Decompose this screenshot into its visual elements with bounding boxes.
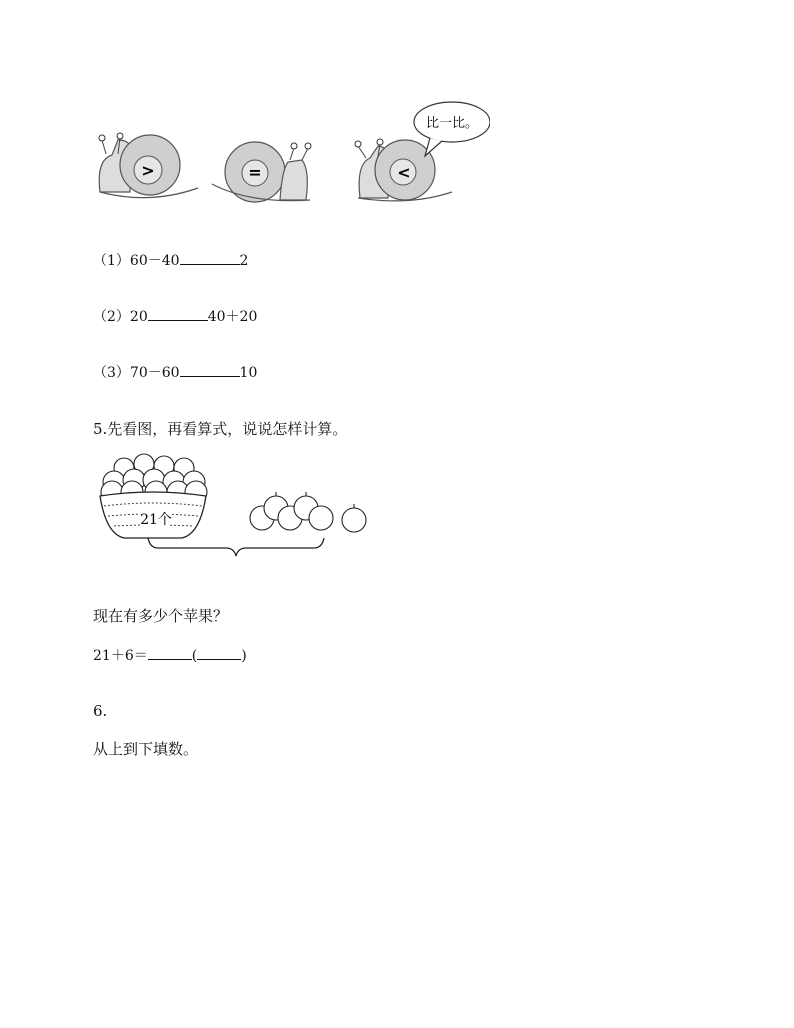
compare-item-3-left: （3）70－60 xyxy=(93,365,180,381)
paren-open: ( xyxy=(191,648,198,664)
unit-answer-blank[interactable] xyxy=(197,645,241,660)
apples-illustration xyxy=(96,452,376,562)
answer-blank-1[interactable] xyxy=(180,250,240,265)
basket-label: 21个 xyxy=(140,512,172,528)
speech-bubble-text: 比一比。 xyxy=(425,116,479,131)
snail-symbol-3: < xyxy=(397,163,411,182)
brace xyxy=(148,538,324,556)
loose-apples xyxy=(250,492,366,532)
compare-item-1-right: 2 xyxy=(239,253,249,269)
compare-item-3 xyxy=(93,362,257,382)
snail-symbol-1: > xyxy=(141,161,155,180)
answer-blank-3[interactable] xyxy=(180,362,240,377)
paren-close: ) xyxy=(241,648,247,664)
answer-blank-2[interactable] xyxy=(148,306,208,321)
question-6-instruction: 从上到下填数。 xyxy=(93,740,199,758)
compare-item-1-left: （1）60－40 xyxy=(93,253,180,269)
question-5-prompt: 现在有多少个苹果？ xyxy=(93,607,229,625)
snail-symbol-2: = xyxy=(248,163,262,182)
snail-illustration xyxy=(90,100,490,210)
compare-item-2-right: 40＋20 xyxy=(207,309,258,325)
equation-answer-blank[interactable] xyxy=(148,645,192,660)
equation-row xyxy=(93,645,247,665)
compare-item-2 xyxy=(93,306,257,326)
compare-item-2-left: （2）20 xyxy=(93,309,148,325)
compare-item-3-right: 10 xyxy=(239,365,258,381)
question-5-title: 5.先看图，再看算式，说说怎样计算。 xyxy=(93,420,348,438)
question-6-number: 6. xyxy=(93,702,108,720)
equation-prefix: 21＋6＝ xyxy=(93,648,148,664)
compare-item-1 xyxy=(93,250,248,270)
